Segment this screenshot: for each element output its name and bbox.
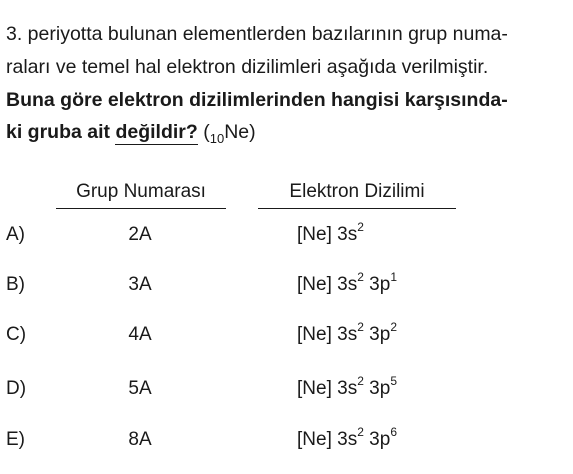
- config-core: [Ne] 3s: [297, 324, 358, 345]
- group-number-header: Grup Numarası: [76, 181, 206, 202]
- config-core: [Ne] 3s: [297, 274, 358, 295]
- option-label: D): [6, 378, 27, 399]
- neon-atomic-number: 10: [209, 131, 225, 146]
- s-exponent: 2: [357, 374, 364, 388]
- group-number: 2A: [128, 224, 152, 245]
- group-header-rule: [56, 208, 226, 209]
- electron-config: [297, 270, 397, 300]
- electron-config-header: Elektron Dizilimi: [289, 181, 425, 202]
- config-header-rule: [258, 208, 456, 209]
- electron-config: [297, 320, 397, 350]
- question-line-4: [6, 120, 256, 151]
- group-number: 3A: [128, 274, 152, 295]
- question-line-2: raları ve temel hal elektron dizilimleri aşağıda verilmiştir.: [6, 56, 489, 78]
- electron-config: [297, 374, 397, 404]
- config-core: [Ne] 3s: [297, 429, 358, 450]
- p-exponent: 5: [390, 374, 397, 388]
- group-number: 5A: [128, 378, 152, 399]
- question-line-1: 3. periyotta bulunan elementlerden bazılarının grup numa-: [6, 23, 508, 45]
- config-p: 3p: [363, 378, 391, 399]
- neon-hint-open: (: [203, 121, 210, 143]
- group-number: 4A: [128, 324, 152, 345]
- answer-row-d[interactable]: [0, 374, 573, 404]
- answer-row-a[interactable]: [0, 220, 573, 250]
- answer-row-b[interactable]: [0, 270, 573, 300]
- electron-config: [297, 220, 364, 250]
- group-number: 8A: [128, 429, 152, 450]
- option-label: A): [6, 224, 25, 245]
- s-exponent: 2: [357, 425, 364, 439]
- option-label: E): [6, 429, 25, 450]
- s-exponent: 2: [357, 220, 364, 234]
- question-line-3: Buna göre elektron dizilimlerinden hangisi karşısında-: [6, 89, 508, 111]
- neon-hint: [203, 121, 256, 146]
- negation-keyword: değildir?: [115, 121, 198, 143]
- answer-row-c[interactable]: [0, 320, 573, 350]
- s-exponent: 2: [357, 270, 364, 284]
- option-label: B): [6, 274, 25, 295]
- option-label: C): [6, 324, 27, 345]
- config-p: 3p: [363, 274, 391, 295]
- answer-row-e[interactable]: [0, 425, 573, 455]
- p-exponent: 1: [390, 270, 397, 284]
- config-core: [Ne] 3s: [297, 224, 358, 245]
- config-p: 3p: [363, 324, 391, 345]
- neon-symbol: Ne): [224, 121, 256, 143]
- config-core: [Ne] 3s: [297, 378, 358, 399]
- p-exponent: 6: [390, 425, 397, 439]
- s-exponent: 2: [357, 320, 364, 334]
- question-line-4-prefix: ki gruba ait: [6, 121, 116, 143]
- config-p: 3p: [363, 429, 391, 450]
- p-exponent: 2: [390, 320, 397, 334]
- electron-config: [297, 425, 397, 455]
